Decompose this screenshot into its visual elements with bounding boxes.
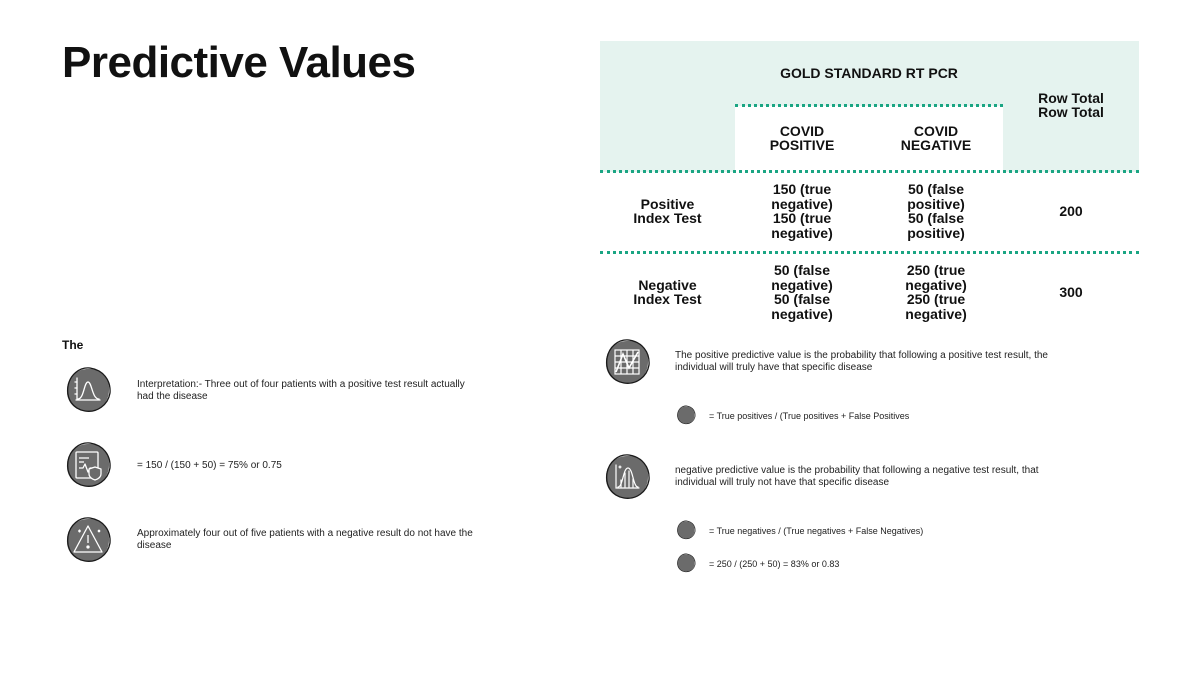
medical-report-icon bbox=[64, 441, 112, 489]
page-title: Predictive Values bbox=[62, 38, 416, 87]
right-note-ppv-formula: = True positives / (True positives + False Positives bbox=[709, 411, 910, 421]
left-note-ppv-calc: = 150 / (150 + 50) = 75% or 0.75 bbox=[137, 460, 282, 471]
column-header-covid-negative: COVID NEGATIVE bbox=[900, 122, 972, 153]
header-divider bbox=[735, 104, 1003, 107]
row-divider-1 bbox=[600, 170, 1139, 173]
left-note-approximation: Approximately four out of five patients with a negative result do not have the disease bbox=[137, 528, 473, 551]
cell-positive-covid-positive: 150 (true negative) 150 (true negative) bbox=[771, 181, 833, 241]
row-divider-2 bbox=[600, 251, 1139, 254]
row-label-negative-index-test: Negative Index Test bbox=[633, 276, 702, 307]
cell-negative-covid-negative: 250 (true negative) 250 (true negative) bbox=[905, 262, 967, 322]
column-header-covid-positive: COVID POSITIVE bbox=[769, 122, 835, 153]
row-label-positive-index-test: Positive Index Test bbox=[633, 195, 702, 226]
right-note-ppv-definition: The positive predictive value is the probability that following a positive test result, the individual will truly have that specific disease bbox=[675, 350, 1048, 373]
blob-bullet-icon bbox=[676, 405, 696, 425]
cell-negative-covid-positive: 50 (false negative) 50 (false negative) bbox=[771, 262, 833, 322]
right-note-npv-formula: = True negatives / (True negatives + False Negatives) bbox=[709, 526, 924, 536]
blob-bullet-icon bbox=[676, 520, 696, 540]
lead-text: The bbox=[62, 338, 84, 352]
cell-positive-covid-negative: 50 (false positive) 50 (false positive) bbox=[907, 181, 965, 241]
right-note-npv-definition: negative predictive value is the probability that following a negative test result, that individual will truly not have that specific disease bbox=[675, 465, 1039, 488]
grid-chart-icon bbox=[603, 338, 651, 386]
distribution-chart-icon bbox=[603, 453, 651, 501]
left-note-interpretation: Interpretation:- Three out of four patients with a positive test result actually had the disease bbox=[137, 379, 465, 402]
row-total-positive: 200 bbox=[1059, 202, 1083, 219]
row-total-header: Row Total Row Total bbox=[1038, 89, 1104, 120]
blob-bullet-icon bbox=[676, 553, 696, 573]
right-note-npv-calc: = 250 / (250 + 50) = 83% or 0.83 bbox=[709, 559, 840, 569]
row-total-negative: 300 bbox=[1059, 283, 1083, 300]
bell-curve-icon bbox=[64, 366, 112, 414]
gold-standard-header: GOLD STANDARD RT PCR bbox=[780, 64, 958, 81]
warning-person-icon bbox=[64, 516, 112, 564]
